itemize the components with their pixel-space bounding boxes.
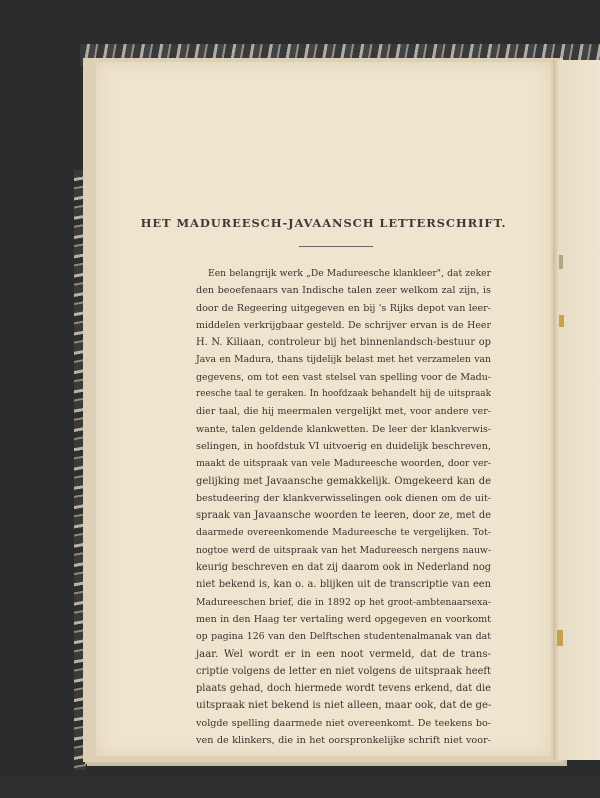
body-paragraph: [196, 265, 491, 749]
page-stain: [557, 630, 563, 646]
text-line: niet bekend is, kan o. a. blijken uit de transcriptie van een: [196, 579, 491, 591]
text-line: ven de klinkers, die in het oorspronkelijke schrift niet voor-: [196, 735, 491, 747]
text-line: daarmede overeenkomende Madureesche te vergelijken. Tot-: [196, 527, 491, 539]
text-line: jaar. Wel wordt er in een noot vermeld, dat de trans-: [196, 648, 491, 660]
text-line: criptie volgens de letter en niet volgens de uitspraak heeft: [196, 665, 491, 677]
background-band: [0, 776, 600, 798]
text-line: uitspraak niet bekend is niet alleen, maar ook, dat de ge-: [196, 700, 492, 712]
text-line: selingen, in hoofdstuk VI uitvoerig en duidelijk beschreven,: [196, 440, 491, 452]
text-line: Java en Madura, thans tijdelijk belast met het verzamelen van: [196, 354, 491, 366]
text-line: gegevens, om tot een vast stelsel van spelling voor de Madu-: [196, 371, 491, 383]
text-line: wante, talen geldende klankwetten. De leer der klankverwis-: [196, 423, 491, 435]
text-line: middelen verkrijgbaar gesteld. De schrijver ervan is de Heer: [196, 319, 491, 331]
text-line: reesche taal te geraken. In hoofdzaak behandelt hij de uitspraak: [196, 389, 491, 400]
text-line: H. N. Kiliaan, controleur bij het binnenlandsch-bestuur op: [196, 337, 491, 349]
title-divider: [299, 246, 373, 247]
facing-page-edge: [553, 60, 600, 760]
text-line: gelijking met Javaansche gemakkelijk. Omgekeerd kan de: [196, 475, 491, 487]
text-line: op pagina 126 van den Delftschen studentenalmanak van dat: [196, 631, 491, 643]
text-line: spraak van Javaansche woorden te leeren, door ze, met de: [196, 510, 491, 522]
text-line: door de Regeering uitgegeven en bij 's Rijks depot van leer-: [196, 302, 491, 314]
page-stain: [559, 315, 564, 327]
text-line: men in den Haag ter vertaling werd opgegeven en voorkomt: [196, 613, 491, 625]
page-stain: [559, 255, 563, 269]
text-line: Een belangrijk werk „De Madureesche klankleer", dat zeker: [208, 268, 491, 279]
text-line: dier taal, die hij meermalen vergelijkt met, voor andere ver-: [196, 406, 491, 418]
text-line: bestudeering der klankverwisselingen ook dienen om de uit-: [196, 492, 491, 504]
text-line: nogtoe werd de uitspraak van het Madureesch nergens nauw-: [196, 544, 491, 556]
text-line: Madureeschen brief, die in 1892 op het groot-ambtenaarsexa-: [196, 596, 491, 608]
text-line: plaats gehad, doch hiermede wordt tevens erkend, dat die: [196, 683, 491, 695]
text-line: keurig beschreven en dat zij daarom ook in Nederland nog: [196, 562, 491, 574]
chapter-title: HET MADUREESCH-JAVAANSCH LETTERSCHRIFT.: [140, 216, 507, 230]
text-line: den beoefenaars van Indische talen zeer welkom zal zijn, is: [196, 285, 491, 297]
text-line: volgde spelling daarmede niet overeenkomt. De teekens bo-: [196, 717, 491, 729]
text-line: maakt de uitspraak van vele Madureesche woorden, door ver-: [196, 458, 491, 470]
